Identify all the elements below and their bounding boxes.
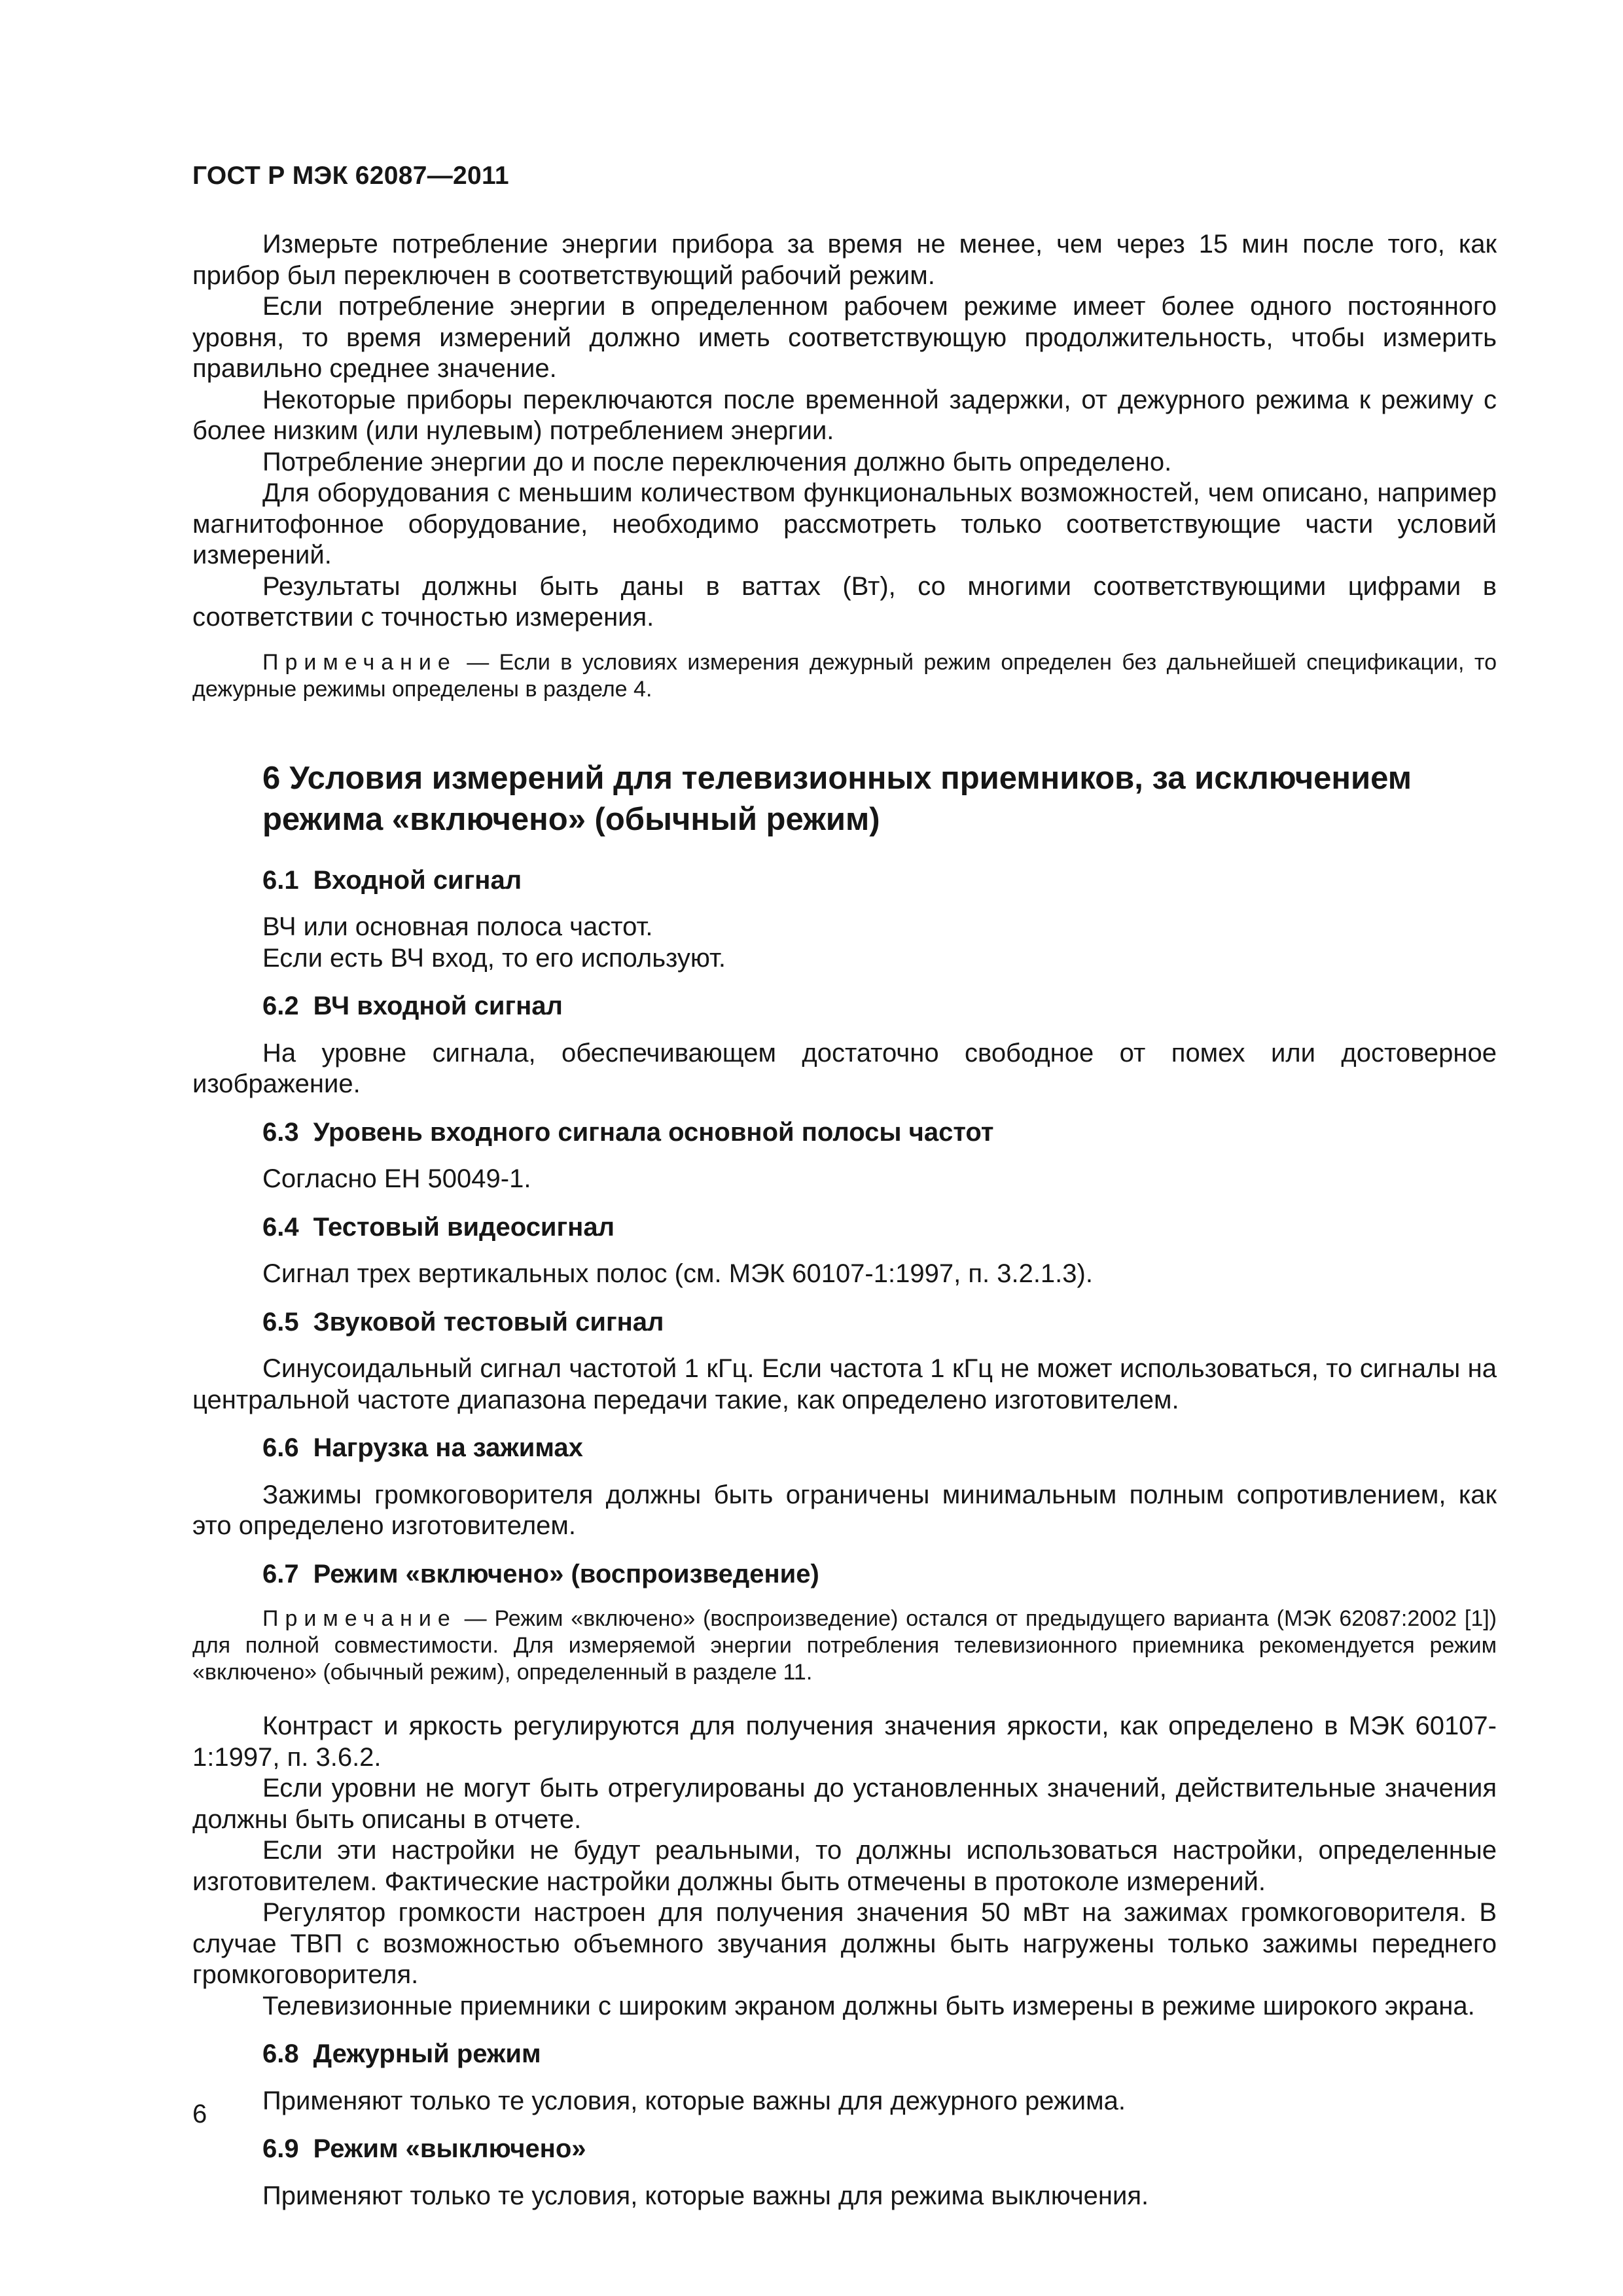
subsection-title: ВЧ входной сигнал xyxy=(313,992,563,1020)
s62-paragraph-1: На уровне сигнала, обеспечивающем достаточно свободное от помех или достоверное изображение. xyxy=(192,1038,1497,1098)
standard-header: ГОСТ Р МЭК 62087—2011 xyxy=(192,162,509,190)
subsection-6-8-heading xyxy=(192,2039,1497,2070)
note-text: — Режим «включено» (воспроизведение) остался от предыдущего варианта (МЭК 62087:2002 [1]) для полной совместимости. Для измеряемой энергии потребления телевизионного приемника рекомендуется режим «включено» (обычный режим), определенный в разделе 11. xyxy=(192,1606,1497,1685)
subsection-number: 6.5 xyxy=(262,1307,299,1336)
subsection-title: Входной сигнал xyxy=(313,865,522,895)
subsection-title: Дежурный режим xyxy=(313,2039,541,2068)
intro-paragraph-6: Результаты должны быть даны в ваттах (Вт), со многими соответствующими цифрами в соответствии с точностью измерения. xyxy=(192,571,1497,632)
subsection-title: Режим «выключено» xyxy=(313,2134,586,2163)
s67-paragraph-2: Если уровни не могут быть отрегулированы до установленных значений, действительные значения должны быть описаны в отчете. xyxy=(192,1774,1497,1834)
section-title: Условия измерений для телевизионных приемников, за исключением режима «включено» (обычный режим) xyxy=(262,760,1412,837)
subsection-number: 6.2 xyxy=(262,992,299,1020)
intro-paragraph-4: Потребление энергии до и после переключения должно быть определено. xyxy=(262,447,1172,476)
s67-paragraph-3: Если эти настройки не будут реальными, то должны использоваться настройки, определенные изготовителем. Фактические настройки должны быть отмечены в протоколе измерений. xyxy=(192,1836,1497,1896)
intro-paragraph-2: Если потребление энергии в определенном рабочем режиме имеет более одного постоянного уровня, то время измерений должно иметь соответствующую продолжительность, чтобы измерить правильно среднее значение. xyxy=(192,292,1497,383)
subsection-number: 6.8 xyxy=(262,2039,299,2068)
s68-paragraph-1: Применяют только те условия, которые важны для дежурного режима. xyxy=(262,2086,1126,2115)
section-6-heading xyxy=(192,758,1497,840)
intro-paragraph-5: Для оборудования с меньшим количеством функциональных возможностей, чем описано, например магнитофонное оборудование, необходимо рассмотреть только соответствующие части условий измерений. xyxy=(192,478,1497,569)
s63-paragraph-1: Согласно ЕН 50049-1. xyxy=(262,1164,531,1193)
subsection-number: 6.3 xyxy=(262,1117,299,1147)
subsection-6-5-heading xyxy=(192,1307,1497,1338)
s61-paragraph-1: ВЧ или основная полоса частот. xyxy=(262,912,653,941)
subsection-title: Нагрузка на зажимах xyxy=(313,1433,583,1462)
intro-note xyxy=(192,649,1497,703)
subsection-number: 6.1 xyxy=(262,865,299,895)
subsection-6-2-heading xyxy=(192,991,1497,1022)
subsection-6-7-heading xyxy=(192,1559,1497,1590)
subsection-6-9-heading xyxy=(192,2134,1497,2165)
intro-paragraph-3: Некоторые приборы переключаются после временной задержки, от дежурного режима к режиму с более низким (или нулевым) потреблением энергии. xyxy=(192,385,1497,445)
s65-paragraph-1: Синусоидальный сигнал частотой 1 кГц. Если частота 1 кГц не может использоваться, то сигналы на центральной частоте диапазона передачи такие, как определено изготовителем. xyxy=(192,1354,1497,1414)
s67-paragraph-1: Контраст и яркость регулируются для получения значения яркости, как определено в МЭК 60107-1:1997, п. 3.6.2. xyxy=(192,1712,1497,1772)
subsection-6-6-heading xyxy=(192,1433,1497,1464)
subsection-6-1-heading xyxy=(192,865,1497,897)
s61-paragraph-2: Если есть ВЧ вход, то его используют. xyxy=(262,943,726,973)
subsection-title: Тестовый видеосигнал xyxy=(313,1212,615,1242)
page-number: 6 xyxy=(192,2100,207,2128)
page-content xyxy=(192,229,1497,2212)
subsection-title: Звуковой тестовый сигнал xyxy=(313,1307,664,1336)
note-text: — Если в условиях измерения дежурный режим определен без дальнейшей спецификации, то дежурные режимы определены в разделе 4. xyxy=(192,649,1497,702)
s66-paragraph-1: Зажимы громкоговорителя должны быть ограничены минимальным полным сопротивлением, как это определено изготовителем. xyxy=(192,1480,1497,1540)
s69-paragraph-1: Применяют только те условия, которые важны для режима выключения. xyxy=(262,2181,1149,2210)
subsection-number: 6.9 xyxy=(262,2134,299,2163)
subsection-number: 6.6 xyxy=(262,1433,299,1462)
section-number: 6 xyxy=(262,760,281,796)
subsection-number: 6.4 xyxy=(262,1212,299,1242)
subsection-number: 6.7 xyxy=(262,1559,299,1588)
intro-paragraph-1: Измерьте потребление энергии прибора за время не менее, чем через 15 мин после того, как прибор был переключен в соответствующий рабочий режим. xyxy=(192,230,1497,290)
note-label: Примечание xyxy=(262,649,457,675)
subsection-6-4-heading xyxy=(192,1212,1497,1244)
s67-note xyxy=(192,1605,1497,1686)
note-label: Примечание xyxy=(262,1606,457,1631)
s64-paragraph-1: Сигнал трех вертикальных полос (см. МЭК 60107-1:1997, п. 3.2.1.3). xyxy=(262,1259,1093,1288)
subsection-title: Режим «включено» (воспроизведение) xyxy=(313,1559,819,1588)
subsection-title: Уровень входного сигнала основной полосы частот xyxy=(313,1117,994,1147)
s67-paragraph-4: Регулятор громкости настроен для получения значения 50 мВт на зажимах громкоговорителя. В случае ТВП с возможностью объемного звучания должны быть нагружены только зажимы переднего громкоговорителя. xyxy=(192,1898,1497,1989)
s67-paragraph-5: Телевизионные приемники с широким экраном должны быть измерены в режиме широкого экрана. xyxy=(262,1991,1475,2020)
subsection-6-3-heading xyxy=(192,1117,1497,1149)
